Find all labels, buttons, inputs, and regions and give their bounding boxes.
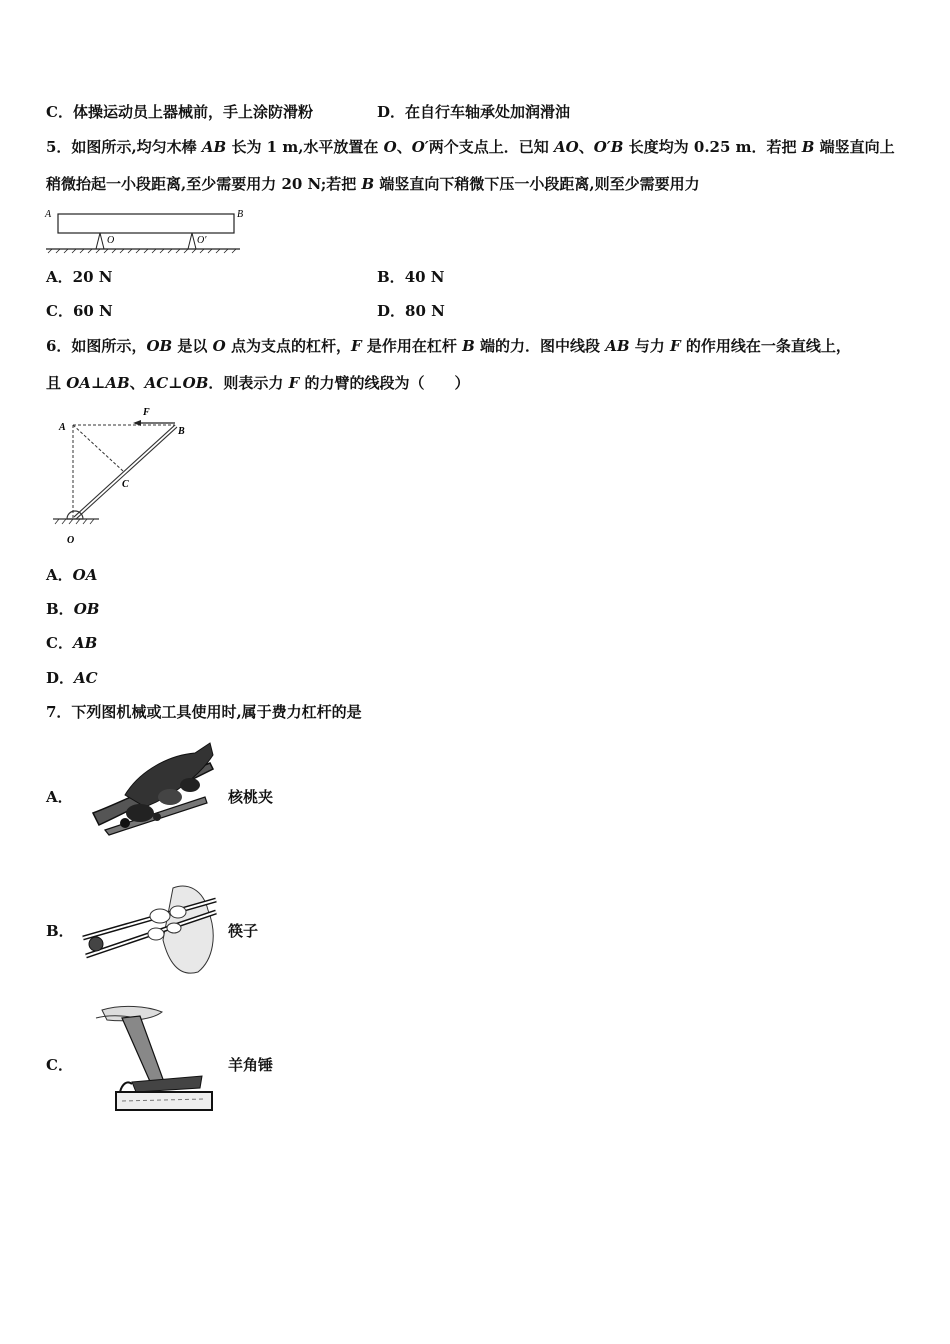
rod-label-b: B [237, 209, 244, 220]
lever-label-o: O [67, 535, 75, 546]
support-o [96, 233, 104, 249]
q4-option-c: C．体操运动员上器械前，手上涂防滑粉 [46, 103, 313, 121]
q7-option-a-letter: A． [46, 788, 73, 806]
nutcracker-illustration [85, 735, 220, 845]
rod-label-a: A [45, 209, 52, 220]
q5-option-b: B．40 N [377, 268, 445, 286]
lever-label-b: B [178, 426, 185, 437]
q6-lever-figure [45, 403, 195, 548]
q7-option-a-label: 核桃夹 [228, 788, 274, 806]
support-label-o: O [107, 235, 115, 246]
q7-option-c-label: 羊角锤 [228, 1056, 274, 1074]
q6-option-a: A．OA [46, 566, 98, 584]
dashed-ac [73, 425, 123, 471]
pivot-hatching [55, 519, 94, 524]
q5-stem-line1: 5．如图所示,均匀木棒 AB 长为 1 m,水平放置在 O、O′两个支点上．已知 AO、O′B 长度均为 0.25 m．若把 B 端竖直向上 [46, 138, 895, 156]
q6-option-c: C．AB [46, 634, 98, 652]
q6-option-b: B．OB [46, 600, 100, 618]
q5-option-d: D．80 N [377, 302, 445, 320]
q5-option-a: A．20 N [46, 268, 113, 286]
force-label-f: F [143, 407, 150, 418]
q6-stem-line1: 6．如图所示，OB 是以 O 点为支点的杠杆，F 是作用在杠杆 B 端的力．图中线段 AB 与力 F 的作用线在一条直线上， [46, 337, 851, 355]
claw-hammer-illustration [92, 1000, 217, 1118]
q7-option-b-label: 筷子 [228, 922, 259, 940]
q4-option-d: D．在自行车轴承处加润滑油 [377, 103, 571, 121]
q5-stem-line2: 稍微抬起一小段距离,至少需要用力 20 N;若把 B 端竖直向下稍微下压一小段距离,则至少需要用力 [46, 175, 700, 193]
q5-option-c: C．60 N [46, 302, 113, 320]
lever-label-c: C [122, 479, 129, 490]
q6-stem-line2: 且 OA⊥AB、AC⊥OB．则表示力 F 的力臂的线段为（ ） [46, 374, 470, 392]
q5-rod-figure [40, 205, 250, 257]
rod-ab [58, 214, 234, 233]
lever-label-a: A [59, 422, 66, 433]
support-label-o-prime: O′ [197, 235, 207, 246]
q6-option-d: D．AC [46, 669, 98, 687]
lever-ob-inner [75, 426, 176, 518]
chopsticks-illustration [78, 880, 223, 980]
q7-option-b-letter: B． [46, 922, 74, 940]
q7-stem: 7．下列图机械或工具使用时,属于费力杠杆的是 [46, 703, 362, 721]
support-o-prime [188, 233, 196, 249]
q7-option-c-letter: C． [46, 1056, 73, 1074]
